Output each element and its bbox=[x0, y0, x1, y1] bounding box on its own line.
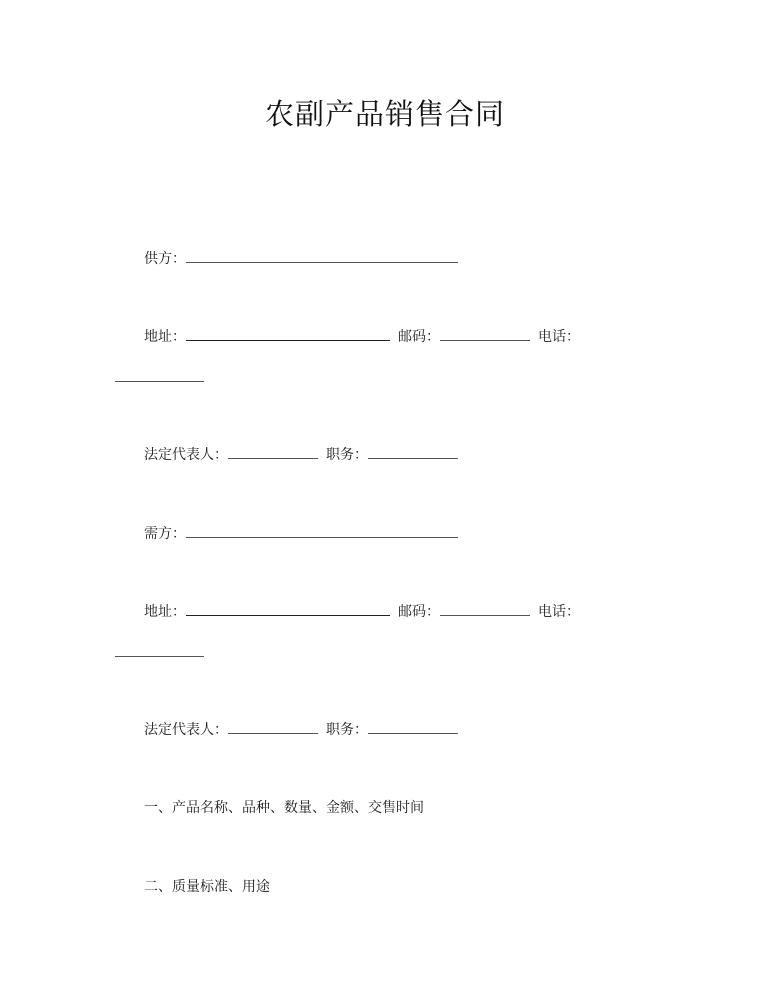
buyer-position-label: 职务： bbox=[326, 722, 368, 738]
supplier-address-field[interactable] bbox=[186, 329, 390, 341]
buyer-rep-row bbox=[144, 722, 458, 738]
buyer-postcode-field[interactable] bbox=[440, 604, 530, 616]
supplier-rep-row bbox=[144, 447, 458, 463]
buyer-address-field[interactable] bbox=[186, 604, 390, 616]
supplier-address-row bbox=[144, 329, 580, 345]
buyer-position-field[interactable] bbox=[368, 722, 458, 734]
buyer-rep-field[interactable] bbox=[228, 722, 318, 734]
supplier-position-label: 职务： bbox=[326, 447, 368, 463]
buyer-phone-label: 电话： bbox=[538, 604, 580, 620]
supplier-row bbox=[144, 251, 458, 267]
supplier-address-label: 地址： bbox=[144, 329, 186, 345]
supplier-phone-row bbox=[115, 370, 204, 386]
supplier-label: 供方： bbox=[144, 251, 186, 267]
buyer-address-label: 地址： bbox=[144, 604, 186, 620]
buyer-postcode-label: 邮码： bbox=[398, 604, 440, 620]
supplier-position-field[interactable] bbox=[368, 447, 458, 459]
buyer-row bbox=[144, 526, 458, 542]
supplier-name-field[interactable] bbox=[186, 251, 458, 263]
buyer-phone-field[interactable] bbox=[115, 645, 204, 657]
supplier-phone-field[interactable] bbox=[115, 370, 204, 382]
supplier-phone-label: 电话： bbox=[538, 329, 580, 345]
supplier-postcode-label: 邮码： bbox=[398, 329, 440, 345]
buyer-address-row bbox=[144, 604, 580, 620]
buyer-name-field[interactable] bbox=[186, 526, 458, 538]
section-heading: 一、产品名称、品种、数量、金额、交售时间 bbox=[144, 800, 424, 816]
buyer-rep-label: 法定代表人： bbox=[144, 722, 228, 738]
buyer-phone-row bbox=[115, 645, 204, 661]
buyer-label: 需方： bbox=[144, 526, 186, 542]
supplier-postcode-field[interactable] bbox=[440, 329, 530, 341]
section-heading: 二、质量标准、用途 bbox=[144, 879, 270, 895]
document-title: 农副产品销售合同 bbox=[264, 97, 505, 131]
supplier-rep-label: 法定代表人： bbox=[144, 447, 228, 463]
supplier-rep-field[interactable] bbox=[228, 447, 318, 459]
